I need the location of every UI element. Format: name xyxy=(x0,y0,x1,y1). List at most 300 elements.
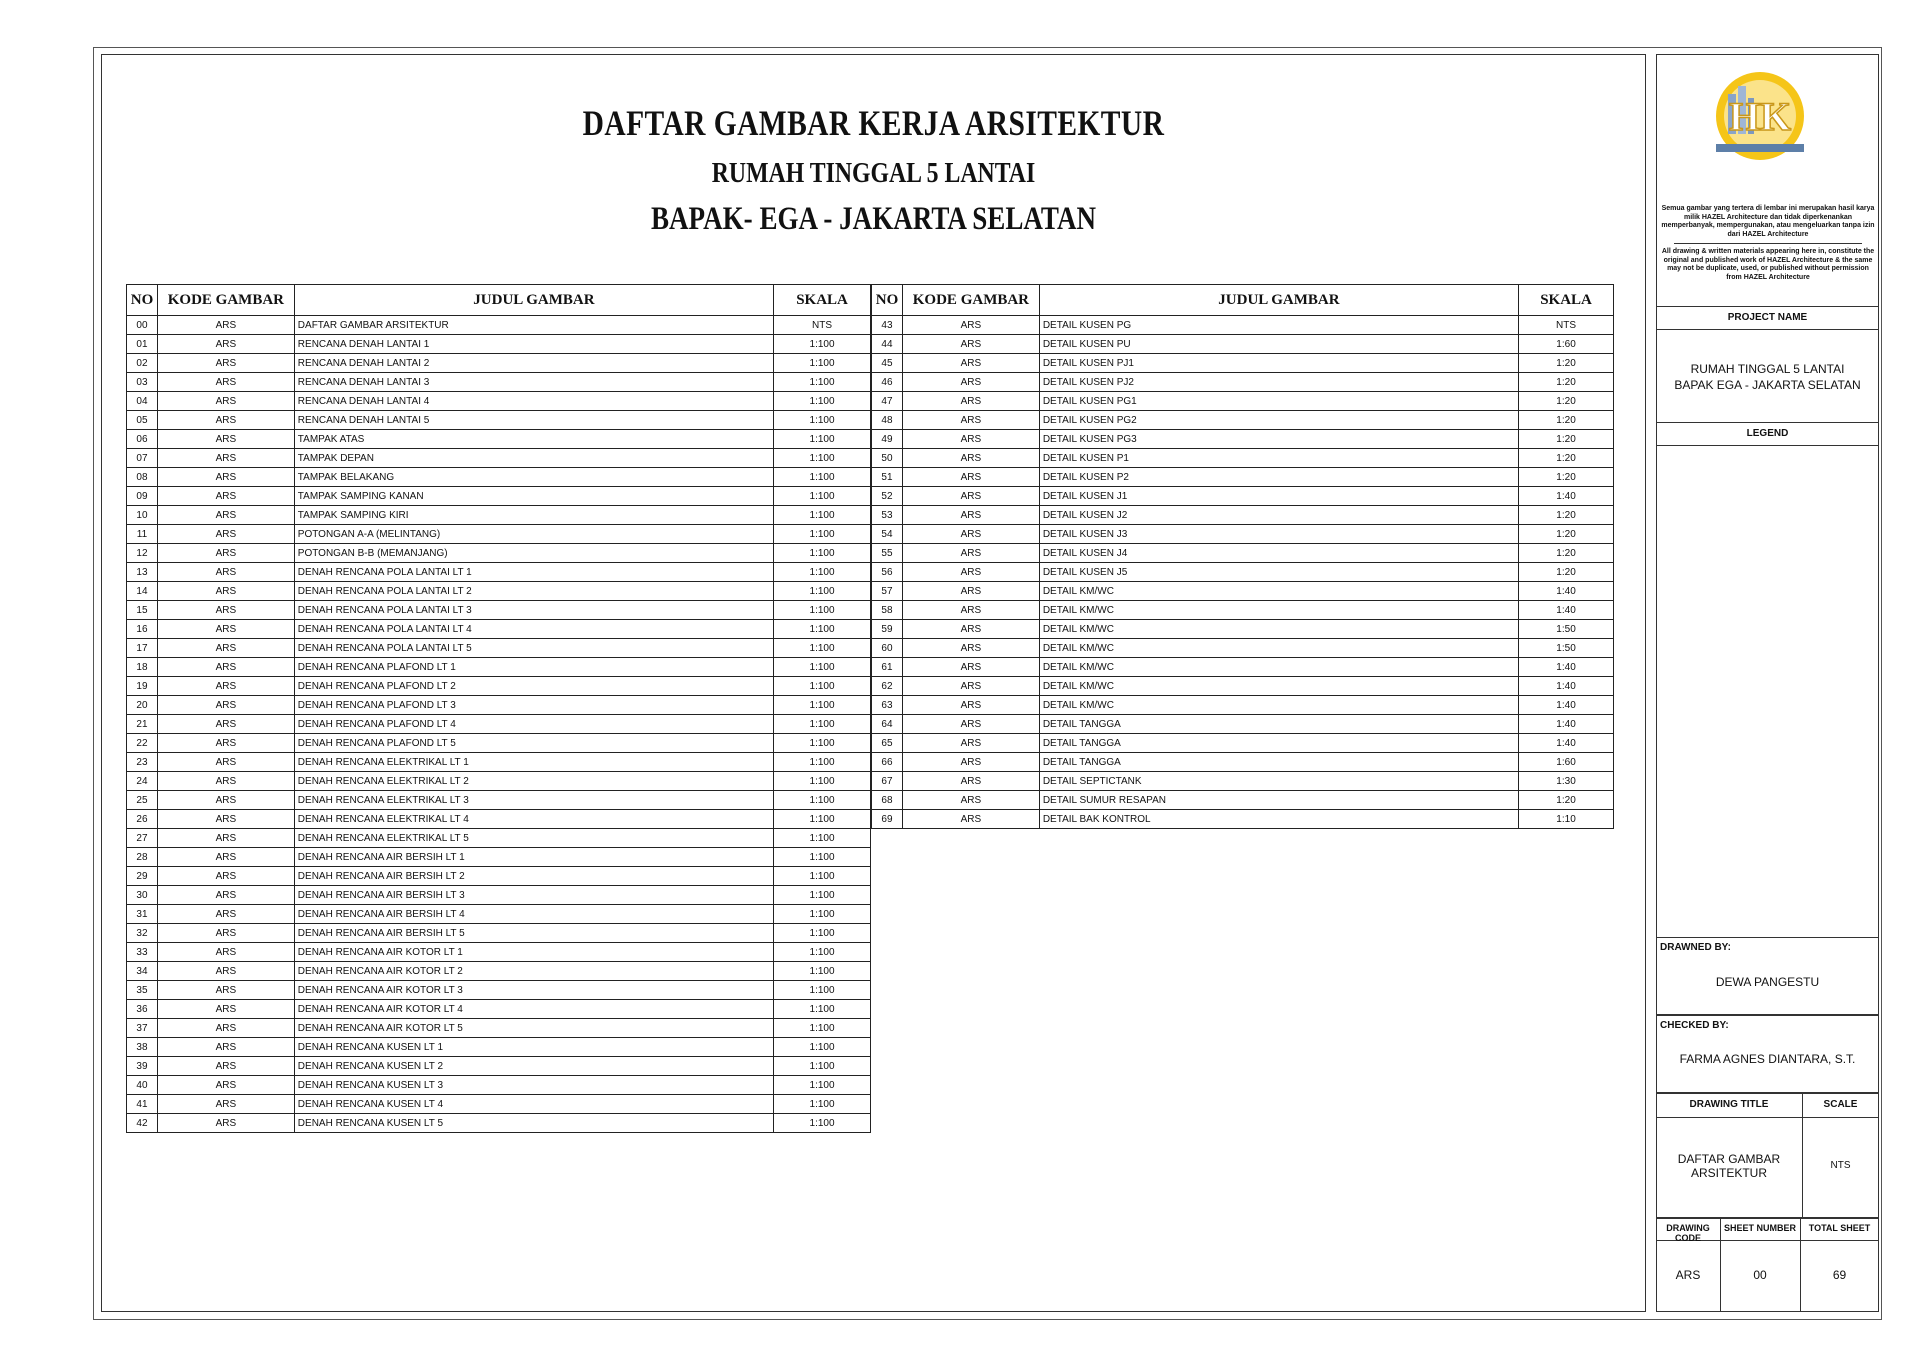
scale-value: NTS xyxy=(1830,1160,1851,1171)
table-row xyxy=(872,468,1614,487)
table-row xyxy=(127,810,871,829)
cell-no: 59 xyxy=(872,620,903,639)
table-row xyxy=(127,734,871,753)
cell-no: 52 xyxy=(872,487,903,506)
table-row xyxy=(127,1057,871,1076)
cell-no: 19 xyxy=(127,677,158,696)
cell-scale: 1:40 xyxy=(1519,582,1614,601)
table-row xyxy=(127,601,871,620)
cell-no: 01 xyxy=(127,335,158,354)
table-row xyxy=(127,848,871,867)
cell-scale: 1:100 xyxy=(774,1000,871,1019)
cell-code: ARS xyxy=(157,563,294,582)
cell-code: ARS xyxy=(157,848,294,867)
table-row xyxy=(127,715,871,734)
table-row xyxy=(872,563,1614,582)
cell-no: 20 xyxy=(127,696,158,715)
cell-scale: 1:100 xyxy=(774,943,871,962)
cell-no: 50 xyxy=(872,449,903,468)
table-row xyxy=(127,544,871,563)
cell-title: DETAIL SEPTICTANK xyxy=(1039,772,1518,791)
table-row xyxy=(127,753,871,772)
cell-title: DENAH RENCANA AIR KOTOR LT 1 xyxy=(294,943,773,962)
cell-code: ARS xyxy=(157,810,294,829)
table-row xyxy=(127,772,871,791)
table-row xyxy=(872,506,1614,525)
table-row xyxy=(127,791,871,810)
cell-scale: 1:100 xyxy=(774,696,871,715)
cell-code: ARS xyxy=(157,829,294,848)
cell-title: TAMPAK SAMPING KIRI xyxy=(294,506,773,525)
cell-no: 64 xyxy=(872,715,903,734)
cell-title: DENAH RENCANA POLA LANTAI LT 2 xyxy=(294,582,773,601)
cell-code: ARS xyxy=(157,430,294,449)
cell-title: DETAIL KUSEN PU xyxy=(1039,335,1518,354)
disclaimer-id: Semua gambar yang tertera di lembar ini merupakan hasil karya milik HAZEL Architecture dan tidak diperkenankan memperbanyak, mempergunakan, atau mengeluarkan tanpa izin dari HAZEL Architecture xyxy=(1661,205,1875,238)
cell-title: TAMPAK DEPAN xyxy=(294,449,773,468)
cell-code: ARS xyxy=(902,715,1039,734)
cell-title: DENAH RENCANA AIR KOTOR LT 5 xyxy=(294,1019,773,1038)
cell-scale: NTS xyxy=(774,316,871,335)
cell-no: 06 xyxy=(127,430,158,449)
table-row xyxy=(872,791,1614,810)
table-row xyxy=(127,335,871,354)
cell-title: DETAIL KUSEN PG3 xyxy=(1039,430,1518,449)
cell-code: ARS xyxy=(157,411,294,430)
cell-scale: 1:100 xyxy=(774,468,871,487)
cell-code: ARS xyxy=(902,601,1039,620)
cell-title: POTONGAN B-B (MEMANJANG) xyxy=(294,544,773,563)
cell-title: DENAH RENCANA KUSEN LT 3 xyxy=(294,1076,773,1095)
drawing-title-label: DRAWING TITLE xyxy=(1689,1099,1769,1110)
cell-scale: 1:100 xyxy=(774,620,871,639)
cell-scale: 1:100 xyxy=(774,715,871,734)
cell-no: 35 xyxy=(127,981,158,1000)
col-header-scale: SKALA xyxy=(1519,285,1614,316)
cell-code: ARS xyxy=(902,639,1039,658)
cell-title: DETAIL KUSEN J3 xyxy=(1039,525,1518,544)
sheet-heading xyxy=(101,95,1646,243)
cell-code: ARS xyxy=(902,449,1039,468)
cell-no: 65 xyxy=(872,734,903,753)
cell-title: DENAH RENCANA AIR BERSIH LT 3 xyxy=(294,886,773,905)
cell-no: 33 xyxy=(127,943,158,962)
cell-no: 13 xyxy=(127,563,158,582)
drawing-title-line1: DAFTAR GAMBAR xyxy=(1677,1152,1781,1166)
cell-no: 22 xyxy=(127,734,158,753)
cell-no: 26 xyxy=(127,810,158,829)
cell-no: 60 xyxy=(872,639,903,658)
table-row xyxy=(127,981,871,1000)
cell-no: 18 xyxy=(127,658,158,677)
cell-scale: 1:40 xyxy=(1519,734,1614,753)
cell-no: 38 xyxy=(127,1038,158,1057)
cell-title: DETAIL SUMUR RESAPAN xyxy=(1039,791,1518,810)
cell-code: ARS xyxy=(902,696,1039,715)
cell-scale: 1:100 xyxy=(774,867,871,886)
cell-scale: 1:30 xyxy=(1519,772,1614,791)
cell-scale: 1:100 xyxy=(774,639,871,658)
cell-code: ARS xyxy=(157,335,294,354)
project-name-line2: BAPAK EGA - JAKARTA SELATAN xyxy=(1674,378,1861,392)
cell-scale: 1:100 xyxy=(774,677,871,696)
table-row xyxy=(127,354,871,373)
cell-title: DETAIL KM/WC xyxy=(1039,582,1518,601)
cell-no: 34 xyxy=(127,962,158,981)
cell-code: ARS xyxy=(157,1057,294,1076)
table-row xyxy=(872,696,1614,715)
cell-title: DENAH RENCANA POLA LANTAI LT 3 xyxy=(294,601,773,620)
col-header-title: JUDUL GAMBAR xyxy=(1039,285,1518,316)
table-row xyxy=(127,582,871,601)
cell-no: 07 xyxy=(127,449,158,468)
cell-no: 27 xyxy=(127,829,158,848)
cell-no: 54 xyxy=(872,525,903,544)
cell-code: ARS xyxy=(157,316,294,335)
total-sheet-value: 69 xyxy=(1832,1268,1847,1282)
table-row xyxy=(127,316,871,335)
cell-code: ARS xyxy=(157,734,294,753)
cell-title: DENAH RENCANA AIR KOTOR LT 4 xyxy=(294,1000,773,1019)
cell-scale: 1:20 xyxy=(1519,354,1614,373)
cell-code: ARS xyxy=(157,1114,294,1133)
cell-code: ARS xyxy=(902,810,1039,829)
cell-no: 57 xyxy=(872,582,903,601)
cell-scale: 1:20 xyxy=(1519,506,1614,525)
table-row xyxy=(872,639,1614,658)
cell-code: ARS xyxy=(157,867,294,886)
cell-title: DENAH RENCANA AIR BERSIH LT 4 xyxy=(294,905,773,924)
cell-title: DETAIL TANGGA xyxy=(1039,753,1518,772)
table-row xyxy=(872,430,1614,449)
cell-code: ARS xyxy=(902,373,1039,392)
disclaimer-divider xyxy=(1674,243,1862,244)
cell-code: ARS xyxy=(157,392,294,411)
cell-title: DENAH RENCANA POLA LANTAI LT 1 xyxy=(294,563,773,582)
cell-code: ARS xyxy=(157,981,294,1000)
cell-code: ARS xyxy=(157,886,294,905)
table-row xyxy=(872,354,1614,373)
table-row xyxy=(127,867,871,886)
cell-title: TAMPAK ATAS xyxy=(294,430,773,449)
cell-no: 68 xyxy=(872,791,903,810)
cell-no: 12 xyxy=(127,544,158,563)
cell-code: ARS xyxy=(157,449,294,468)
cell-scale: 1:40 xyxy=(1519,487,1614,506)
cell-title: DENAH RENCANA AIR BERSIH LT 2 xyxy=(294,867,773,886)
cell-title: DETAIL TANGGA xyxy=(1039,734,1518,753)
cell-scale: 1:100 xyxy=(774,392,871,411)
cell-no: 25 xyxy=(127,791,158,810)
cell-title: DENAH RENCANA ELEKTRIKAL LT 1 xyxy=(294,753,773,772)
cell-code: ARS xyxy=(157,373,294,392)
cell-scale: 1:20 xyxy=(1519,791,1614,810)
cell-code: ARS xyxy=(902,563,1039,582)
table-row xyxy=(127,696,871,715)
cell-code: ARS xyxy=(902,791,1039,810)
cell-title: DENAH RENCANA PLAFOND LT 1 xyxy=(294,658,773,677)
cell-no: 40 xyxy=(127,1076,158,1095)
cell-code: ARS xyxy=(157,677,294,696)
cell-title: DENAH RENCANA KUSEN LT 1 xyxy=(294,1038,773,1057)
cell-scale: 1:100 xyxy=(774,981,871,1000)
cell-no: 32 xyxy=(127,924,158,943)
cell-title: DETAIL BAK KONTROL xyxy=(1039,810,1518,829)
cell-code: ARS xyxy=(902,753,1039,772)
table-row xyxy=(872,487,1614,506)
cell-scale: 1:10 xyxy=(1519,810,1614,829)
cell-scale: 1:20 xyxy=(1519,525,1614,544)
cell-scale: 1:100 xyxy=(774,734,871,753)
cell-scale: 1:100 xyxy=(774,848,871,867)
cell-code: ARS xyxy=(157,620,294,639)
col-header-no: NO xyxy=(872,285,903,316)
table-row xyxy=(127,886,871,905)
table-row xyxy=(872,373,1614,392)
cell-no: 02 xyxy=(127,354,158,373)
cell-no: 36 xyxy=(127,1000,158,1019)
table-row xyxy=(872,392,1614,411)
table-header-row xyxy=(127,285,871,316)
col-header-code: KODE GAMBAR xyxy=(902,285,1039,316)
cell-no: 44 xyxy=(872,335,903,354)
table-row xyxy=(872,335,1614,354)
cell-no: 30 xyxy=(127,886,158,905)
sheet-client: BAPAK- EGA - JAKARTA SELATAN xyxy=(650,201,1097,237)
cell-scale: 1:20 xyxy=(1519,449,1614,468)
cell-title: DETAIL KUSEN J4 xyxy=(1039,544,1518,563)
cell-title: DAFTAR GAMBAR ARSITEKTUR xyxy=(294,316,773,335)
cell-scale: 1:100 xyxy=(774,886,871,905)
cell-scale: 1:60 xyxy=(1519,753,1614,772)
cell-scale: 1:40 xyxy=(1519,601,1614,620)
cell-code: ARS xyxy=(157,1095,294,1114)
cell-code: ARS xyxy=(157,658,294,677)
project-name-label: PROJECT NAME xyxy=(1727,312,1808,323)
cell-code: ARS xyxy=(902,734,1039,753)
cell-no: 42 xyxy=(127,1114,158,1133)
cell-scale: 1:100 xyxy=(774,525,871,544)
cell-scale: 1:100 xyxy=(774,1019,871,1038)
cell-no: 00 xyxy=(127,316,158,335)
table-row xyxy=(872,582,1614,601)
cell-no: 49 xyxy=(872,430,903,449)
cell-code: ARS xyxy=(902,392,1039,411)
disclaimer-en: All drawing & written materials appearing here in, constitute the original and published work of HAZEL Architecture & the same may not be duplicate, used, or published without permission from HAZEL Architecture xyxy=(1661,248,1875,281)
cell-no: 43 xyxy=(872,316,903,335)
cell-title: DETAIL KUSEN P2 xyxy=(1039,468,1518,487)
cell-scale: 1:100 xyxy=(774,753,871,772)
table-row xyxy=(872,601,1614,620)
table-row xyxy=(127,943,871,962)
cell-scale: 1:100 xyxy=(774,506,871,525)
sheet-title: DAFTAR GAMBAR KERJA ARSITEKTUR xyxy=(582,103,1165,143)
drawn-by-label: DRAWNED BY: xyxy=(1660,942,1731,953)
cell-scale: 1:100 xyxy=(774,772,871,791)
cell-code: ARS xyxy=(157,1038,294,1057)
cell-no: 55 xyxy=(872,544,903,563)
cell-scale: 1:100 xyxy=(774,1076,871,1095)
cell-no: 41 xyxy=(127,1095,158,1114)
cell-title: DENAH RENCANA KUSEN LT 2 xyxy=(294,1057,773,1076)
cell-code: ARS xyxy=(902,658,1039,677)
cell-title: DETAIL KUSEN PG2 xyxy=(1039,411,1518,430)
cell-code: ARS xyxy=(157,924,294,943)
cell-no: 37 xyxy=(127,1019,158,1038)
table-row xyxy=(127,677,871,696)
cell-code: ARS xyxy=(902,430,1039,449)
cell-code: ARS xyxy=(902,582,1039,601)
cell-code: ARS xyxy=(157,905,294,924)
total-sheet-label: TOTAL SHEET xyxy=(1808,1223,1871,1233)
cell-scale: 1:100 xyxy=(774,1114,871,1133)
cell-title: DETAIL KM/WC xyxy=(1039,601,1518,620)
cell-code: ARS xyxy=(902,411,1039,430)
cell-scale: 1:50 xyxy=(1519,639,1614,658)
cell-code: ARS xyxy=(902,316,1039,335)
cell-no: 51 xyxy=(872,468,903,487)
cell-scale: 1:100 xyxy=(774,829,871,848)
checked-by-value: FARMA AGNES DIANTARA, S.T. xyxy=(1679,1052,1856,1066)
cell-no: 61 xyxy=(872,658,903,677)
drawing-code-label: DRAWING CODE xyxy=(1666,1223,1710,1243)
cell-scale: 1:100 xyxy=(774,373,871,392)
table-row xyxy=(872,753,1614,772)
cell-scale: 1:100 xyxy=(774,544,871,563)
cell-title: POTONGAN A-A (MELINTANG) xyxy=(294,525,773,544)
cell-title: DETAIL KM/WC xyxy=(1039,620,1518,639)
table-row xyxy=(872,810,1614,829)
sheet-number-label: SHEET NUMBER xyxy=(1723,1223,1796,1233)
cell-code: ARS xyxy=(157,639,294,658)
cell-title: RENCANA DENAH LANTAI 5 xyxy=(294,411,773,430)
cell-title: DETAIL KM/WC xyxy=(1039,658,1518,677)
cell-no: 63 xyxy=(872,696,903,715)
cell-no: 14 xyxy=(127,582,158,601)
cell-scale: 1:20 xyxy=(1519,430,1614,449)
cell-no: 56 xyxy=(872,563,903,582)
table-row xyxy=(127,563,871,582)
table-row xyxy=(872,658,1614,677)
project-name-line1: RUMAH TINGGAL 5 LANTAI xyxy=(1690,362,1845,376)
cell-title: DETAIL KUSEN PG1 xyxy=(1039,392,1518,411)
cell-code: ARS xyxy=(157,753,294,772)
sheet-subtitle: RUMAH TINGGAL 5 LANTAI xyxy=(711,157,1036,189)
cell-code: ARS xyxy=(157,582,294,601)
cell-title: DENAH RENCANA ELEKTRIKAL LT 5 xyxy=(294,829,773,848)
cell-scale: 1:20 xyxy=(1519,544,1614,563)
cell-no: 48 xyxy=(872,411,903,430)
cell-scale: 1:50 xyxy=(1519,620,1614,639)
cell-title: TAMPAK SAMPING KANAN xyxy=(294,487,773,506)
cell-no: 66 xyxy=(872,753,903,772)
cell-code: ARS xyxy=(902,506,1039,525)
cell-code: ARS xyxy=(157,468,294,487)
cell-scale: 1:100 xyxy=(774,791,871,810)
table-row xyxy=(872,715,1614,734)
cell-scale: 1:20 xyxy=(1519,563,1614,582)
cell-title: DENAH RENCANA ELEKTRIKAL LT 4 xyxy=(294,810,773,829)
cell-code: ARS xyxy=(902,335,1039,354)
table-row xyxy=(127,1038,871,1057)
cell-code: ARS xyxy=(157,506,294,525)
cell-no: 69 xyxy=(872,810,903,829)
cell-no: 16 xyxy=(127,620,158,639)
table-row xyxy=(127,487,871,506)
table-row xyxy=(127,506,871,525)
table-row xyxy=(127,962,871,981)
col-header-code: KODE GAMBAR xyxy=(157,285,294,316)
cell-no: 47 xyxy=(872,392,903,411)
cell-title: DENAH RENCANA PLAFOND LT 3 xyxy=(294,696,773,715)
cell-title: DETAIL KUSEN J1 xyxy=(1039,487,1518,506)
cell-scale: 1:100 xyxy=(774,962,871,981)
cell-title: DETAIL KUSEN J2 xyxy=(1039,506,1518,525)
cell-code: ARS xyxy=(157,601,294,620)
cell-scale: 1:40 xyxy=(1519,658,1614,677)
cell-code: ARS xyxy=(902,487,1039,506)
table-row xyxy=(872,544,1614,563)
cell-no: 46 xyxy=(872,373,903,392)
cell-title: DENAH RENCANA ELEKTRIKAL LT 3 xyxy=(294,791,773,810)
table-row xyxy=(127,924,871,943)
cell-title: TAMPAK BELAKANG xyxy=(294,468,773,487)
drawing-code-value: ARS xyxy=(1675,1268,1701,1282)
table-row xyxy=(127,620,871,639)
table-row xyxy=(127,373,871,392)
table-row xyxy=(127,1019,871,1038)
cell-title: DENAH RENCANA AIR BERSIH LT 5 xyxy=(294,924,773,943)
cell-no: 11 xyxy=(127,525,158,544)
cell-no: 15 xyxy=(127,601,158,620)
cell-code: ARS xyxy=(157,791,294,810)
cell-scale: 1:100 xyxy=(774,487,871,506)
cell-title: DENAH RENCANA POLA LANTAI LT 4 xyxy=(294,620,773,639)
cell-code: ARS xyxy=(157,962,294,981)
drawing-schedule-left xyxy=(126,284,871,1133)
cell-scale: 1:40 xyxy=(1519,715,1614,734)
cell-title: DETAIL TANGGA xyxy=(1039,715,1518,734)
table-row xyxy=(127,658,871,677)
cell-no: 08 xyxy=(127,468,158,487)
cell-code: ARS xyxy=(902,468,1039,487)
cell-no: 17 xyxy=(127,639,158,658)
cell-scale: 1:40 xyxy=(1519,677,1614,696)
table-row xyxy=(127,449,871,468)
table-row xyxy=(127,1076,871,1095)
table-row xyxy=(127,1000,871,1019)
cell-scale: 1:100 xyxy=(774,335,871,354)
table-row xyxy=(127,430,871,449)
checked-by-label: CHECKED BY: xyxy=(1660,1020,1729,1031)
cell-no: 39 xyxy=(127,1057,158,1076)
table-row xyxy=(127,1095,871,1114)
cell-title: DETAIL KUSEN PJ1 xyxy=(1039,354,1518,373)
cell-title: DENAH RENCANA KUSEN LT 4 xyxy=(294,1095,773,1114)
cell-scale: 1:100 xyxy=(774,449,871,468)
table-row xyxy=(127,411,871,430)
cell-title: DENAH RENCANA POLA LANTAI LT 5 xyxy=(294,639,773,658)
cell-code: ARS xyxy=(902,677,1039,696)
cell-scale: 1:100 xyxy=(774,430,871,449)
cell-code: ARS xyxy=(157,715,294,734)
cell-no: 29 xyxy=(127,867,158,886)
cell-code: ARS xyxy=(157,1000,294,1019)
hk-logo-icon xyxy=(1700,64,1820,174)
cell-scale: 1:100 xyxy=(774,411,871,430)
cell-scale: 1:100 xyxy=(774,601,871,620)
drawing-schedule-right xyxy=(871,284,1614,829)
